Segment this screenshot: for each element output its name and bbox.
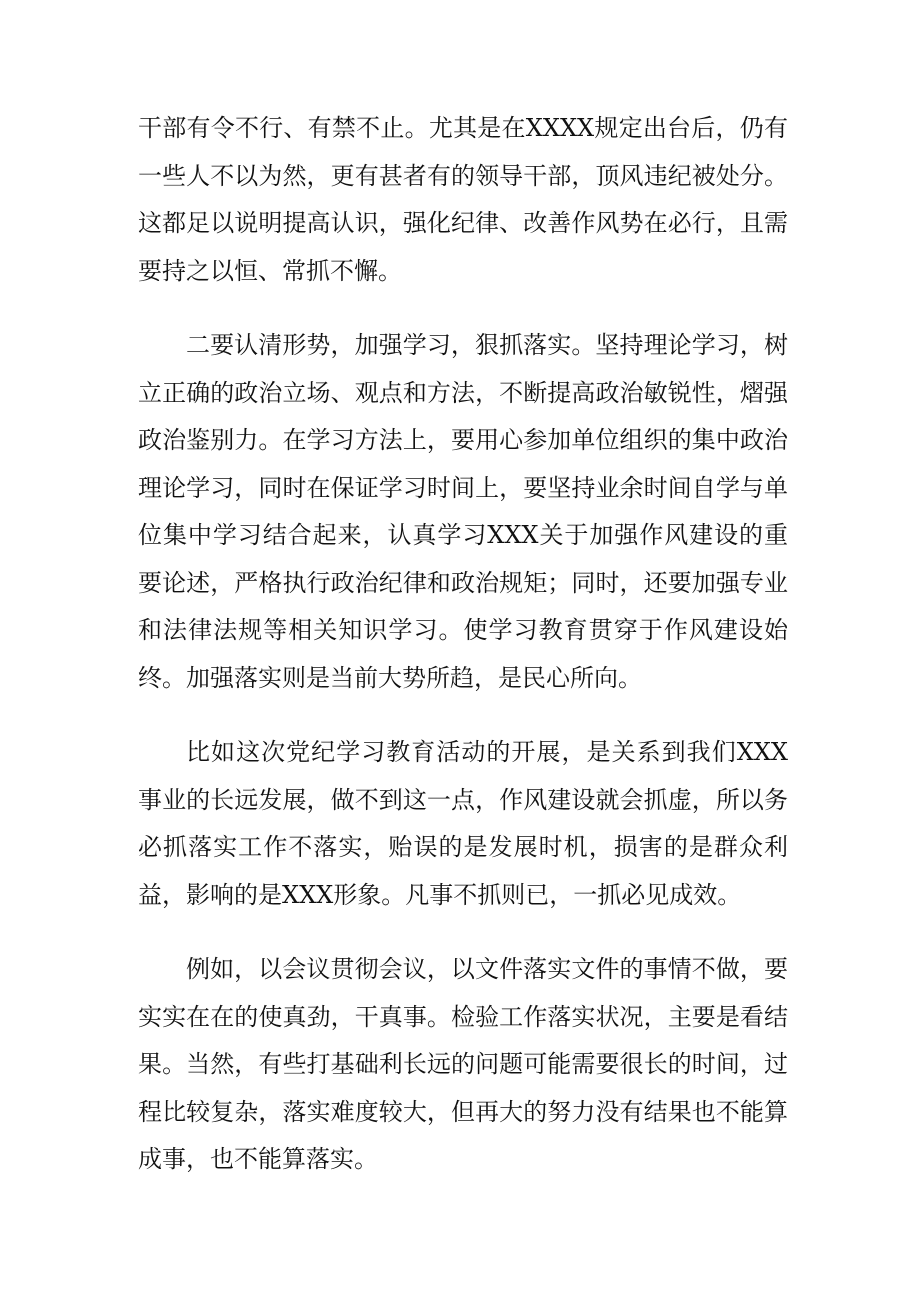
paragraph-example-discipline-education: 比如这次党纪学习教育活动的开展，是关系到我们XXX事业的长远发展，做不到这一点，作风建设就会抓虚，所以务必抓落实工作不落实，贻误的是发展时机，损害的是群众利益，影响的是XXX形象。凡事不抓则已，一抓必见成效。: [138, 738, 788, 909]
paragraph-study-implementation: 二要认清形势，加强学习，狠抓落实。坚持理论学习，树立正确的政治立场、观点和方法，不断提高政治敏锐性，熠强政治鉴别力。在学习方法上，要用心参加单位组织的集中政治理论学习，同时在保证学习时间上，要坚持业余时间自学与单位集中学习结合起来，认真学习XXX关于加强作风建设的重要论述，严格执行政治纪律和政治规矩；同时，还要加强专业和法律法规等相关知识学习。使学习教育贯穿于作风建设始终。加强落实则是当前大势所趋，是民心所向。: [138, 331, 788, 692]
paragraph-example-results: 例如，以会议贯彻会议，以文件落实文件的事情不做，要实实在在的使真劲，干真事。检验工作落实状况，主要是看结果。当然，有些打基础利长远的问题可能需要很长的时间，过程比较复杂，落实难度较大，但再大的努力没有结果也不能算成事，也不能算落实。: [138, 955, 788, 1173]
document-body: [138, 105, 788, 1184]
paragraph-continued: 干部有令不行、有禁不止。尤其是在XXXX规定出台后，仍有一些人不以为然，更有甚者有的领导干部，顶风违纪被处分。这都足以说明提高认识，强化纪律、改善作风势在必行，且需要持之以恒、常抓不懈。: [138, 114, 788, 285]
